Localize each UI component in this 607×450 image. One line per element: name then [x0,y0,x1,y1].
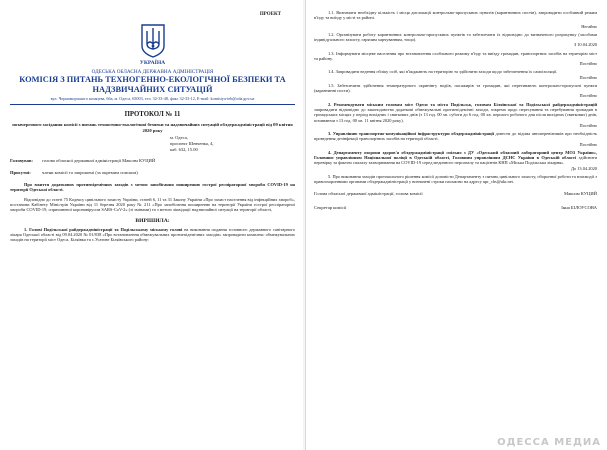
decision-item-1 [10,227,295,243]
decision-1-5: 1.5. Забезпечити здійснення температурного скринінгу водіїв, пасажирів та громадян, які перетинають контрольно-пропускні пункти (карантинні пости). [314,82,597,94]
decision-3-text: довести до відома автоперевізників про необхідність проведення дезінфекції транспортних засобів на території області. [314,131,597,142]
decision-3-addressee: 3. Управлінню транспортно-комунікаційної інфраструктури облдержадміністрації [328,131,494,137]
decision-1-5-term: Постійно [579,93,597,99]
chair-label: Головував: [10,158,33,164]
decision-4-term: До 13.04.2020 [570,165,597,171]
present-row [10,170,295,176]
agenda-topic: Про вжиття додаткових протиепідемічних заходів з метою запобігання поширенню гострої респіраторної хвороби COVID-19 на території Одеської області. [10,182,295,193]
decision-1-3-term: Постійно [579,61,597,67]
decision-1-3: 1.3. Інформувати місцеве населення про встановлення особливого режиму в'їзду та виїзду громадян, транспортних засобів на територію міст та району. [314,50,597,61]
chair-signature-row [314,191,597,197]
decision-1-addressee: 1. Голові Подільської райдержадміністрації та Подільському міському голові [24,226,183,232]
decision-1-4-term: Постійно [579,74,597,80]
protocol-title: ПРОТОКОЛ № 11 [124,111,181,119]
right-page [305,0,607,450]
decision-4 [314,150,597,166]
place-street: проспект Шевченка, 4, [170,140,214,146]
watermark: ОДЕССА МЕДИА [497,437,601,448]
administration-name: ОДЕСЬКА ОБЛАСНА ДЕРЖАВНА АДМІНІСТРАЦІЯ [91,69,214,75]
decision-2-term: Постійно [579,122,597,128]
trident-emblem-icon [140,22,166,58]
place-city: м. Одеса, [170,135,188,141]
legal-basis: Відповідно до статті 75 Кодексу цивільного захисту України, статей 6, 11 та 31 Закону України «Про захист населення від інфекційних хвороб», постанови Кабінету Міністрів України від 11 березня 2020 року № 211 «Про запобігання поширенню на території України гострої респіраторної хвороби COVID-19, спричиненої коронавірусом SARS-CoV-2» (зі змінами) та з метою ліквідації надзвичайної ситуації на території області, [10,196,295,213]
commission-address: вул. Чорноморського козацтва, 66а, м. Одеса, 65003, тел. 32-33-48, факс 32-33-12, E-mail: komisiya-teb@oda.gov.ua [10,96,295,105]
decision-2 [314,102,597,123]
signature-block [314,191,597,211]
place-room-time: каб. 632, 15.00 [170,146,198,152]
left-page [0,0,303,450]
decision-3 [314,131,597,142]
decided-heading: ВИРІШИЛА: [135,217,170,224]
decision-1-text: на виконання подання головного державного санітарного лікаря Одеської області від 09.04.2020 № 01/838 «Про встановлення обмежувальних протиепідемічних заходів» запровадити комплекс обмежувальних заходів на території міст Одеса, Біляївка та с.Усатове Біляївського району: [10,226,295,243]
decision-4-text: здійснити перевірку за фактом спалаху захворювання на COVID-19 серед медичного персоналу та пацієнтів КНП «Міська Подільська лікарня». [314,155,598,166]
decision-1-1: 1.1. Визначити необхідну кількість і місця дислокації контрольно-пропускних пунктів (карантинних постів), запровадити особливий режим в'їзду та виїзду у місті та районі. [314,10,597,21]
country-name: УКРАЇНА [139,60,166,66]
chair-signature-name: Максим КУЦИЙ [564,190,597,196]
meeting-title: позачергового засідання комісії з питань техногенно-екологічної безпеки та надзвичайних ситуацій облдержадміністрації від 09 квітня 2020 року [12,122,293,133]
draft-stamp: ПРОЕКТ [259,12,281,17]
chair-signature-label: Голова обласної державної адміністрації, голова комісії [314,190,423,196]
chair-text: голова обласної державної адміністрації Максим КУЦИЙ [42,158,156,164]
decision-2-addressee: 2. Рекомендувати міським головам міст Одеси та міста Подільськ, головам Біляївської та Подільської райдержадміністрацій [328,101,597,107]
decision-3-term: Постійно [579,141,597,147]
decision-4-addressee: 4. Департаменту охорони здоров'я облдержадміністрації спільно з ДУ «Одеський обласний лабораторний центр МОЗ України», Головним управлінням Національної поліції в Одеській області, Головним управлінням ДСНС України в Одеській області [314,149,597,161]
present-label: Присутні: [10,170,31,176]
decision-2-text: запровадити відповідно до законодавства додаткові обмежувальні протиепідемічні заходи, зокрема щодо пересування та перебування громадян в громадських місцях у період вихідних і святкових днів (з 13 год. 00 хв. суботи до 6 год. 00 хв. першого робочого дня після вихідних (святкових) днів, починаючи з 13 год. 00 хв. 11 квітня 2020 року). [314,106,597,123]
present-text: члени комісії та запрошені (за окремим списком) [41,170,138,176]
decision-1-1-term: Негайно [581,23,597,29]
decision-1-2: 1.2. Організувати роботу карантинних контрольно-пропускних пунктів та забезпечити їх відповідно до визначеного розрахунку (засобами індивідуального захисту, гарячим харчуванням, тощо). [314,31,597,43]
meeting-place [170,135,295,152]
secretary-signature-name: Інна БІЛОУСОВА [561,204,597,210]
secretary-signature-row [314,205,597,211]
decision-1-4: 1.4. Запровадити ведення обліку осіб, які в'їжджають на територію та здійснити заходи щодо забезпечення їх самоізоляції. [328,69,558,75]
commission-title: КОМІСІЯ З ПИТАНЬ ТЕХНОГЕННО-ЕКОЛОГІЧНОЇ БЕЗПЕКИ ТА НАДЗВИЧАЙНИХ СИТУАЦІЙ [19,75,286,94]
chair-row [10,158,295,164]
decision-5: 5. Про виконання заходів протокольного рішення комісії доповісти Департаменту з питань цивільного захисту, оборонної роботи та взаємодії з правоохоронними органами облдержадміністрації у визначені строки пасьмово на адресу upr_chs@ukr.net. [314,173,597,185]
decision-1-2-term: З 10.04.2020 [573,42,597,48]
secretary-signature-label: Секретар комісії [314,204,347,210]
